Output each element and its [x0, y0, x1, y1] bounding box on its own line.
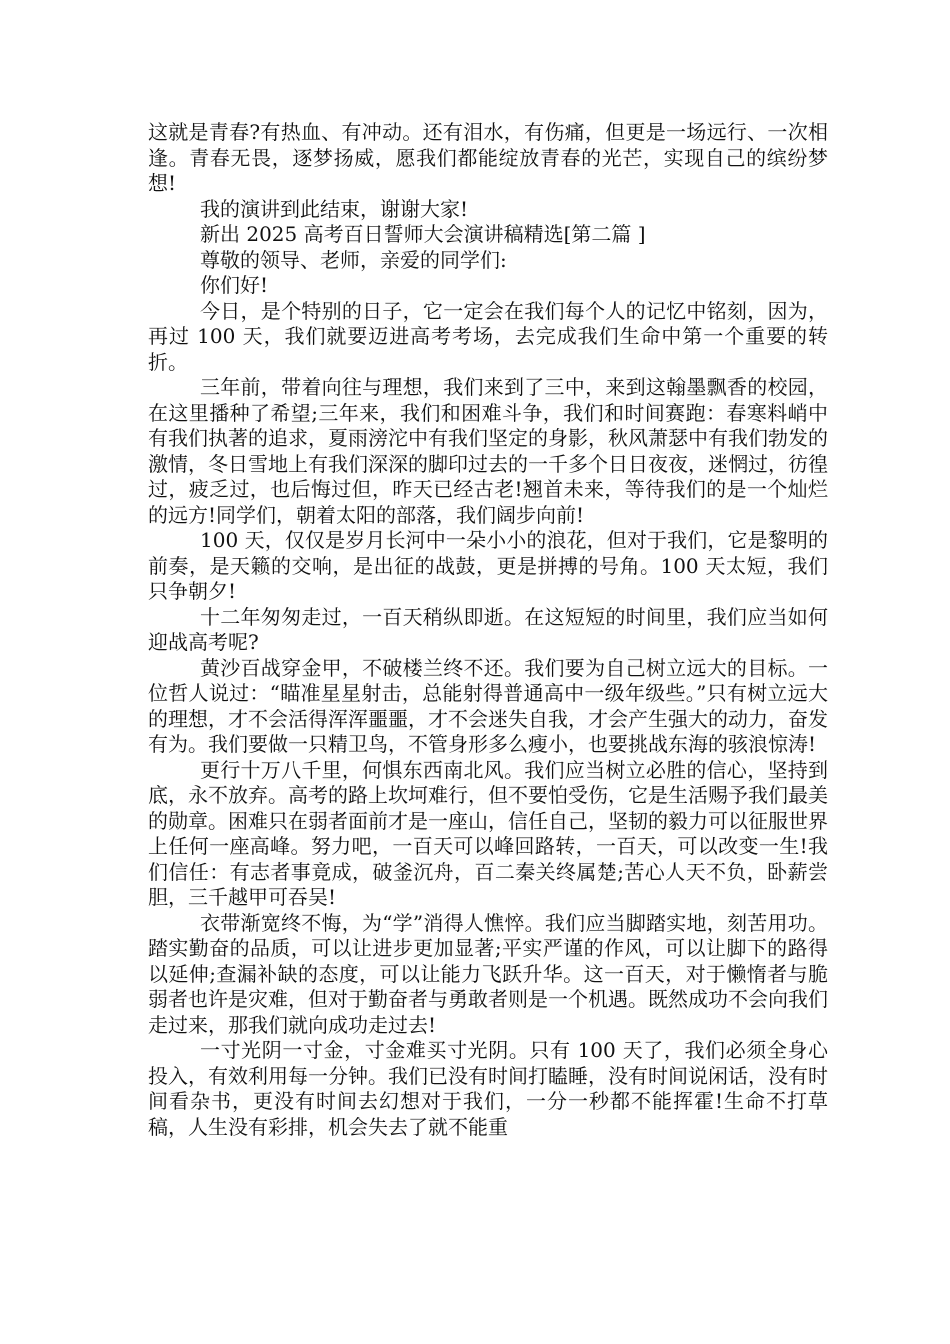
- paragraph-9: 十二年匆匆走过，一百天稍纵即逝。在这短短的时间里，我们应当如何迎战高考呢?: [148, 604, 828, 654]
- paragraph-13: 一寸光阴一寸金，寸金难买寸光阴。只有 100 天了，我们必须全身心投入，有效利用每一分钟。我们已没有时间打瞌睡，没有时间说闲话，没有时间看杂书，更没有时间去幻想对于我们，一分一秒都不能挥霍!生命不打草稿，人生没有彩排，机会失去了就不能重: [148, 1038, 828, 1139]
- paragraph-6: 今日，是个特别的日子，它一定会在我们每个人的记忆中铭刻，因为，再过 100 天，我们就要迈进高考考场，去完成我们生命中第一个重要的转折。: [148, 298, 828, 374]
- salutation: 尊敬的领导、老师，亲爱的同学们:: [200, 247, 507, 272]
- greeting: 你们好!: [200, 273, 269, 297]
- paragraph-11: 更行十万八千里，何惧东西南北风。我们应当树立必胜的信心，坚持到底，永不放弃。高考的路上坎坷难行，但不要怕受伤，它是生活赐予我们最美的勋章。困难只在弱者面前才是一座山，信任自己，坚韧的毅力可以征服世界上任何一座高峰。努力吧，一百天可以峰回路转，一百天，可以改变一生!我们信任：有志者事竟成，破釜沉舟，百二秦关终属楚;苦心人天不负，卧薪尝胆，三千越甲可吞吴!: [148, 757, 828, 909]
- paragraph-10: 黄沙百战穿金甲，不破楼兰终不还。我们要为自己树立远大的目标。一位哲人说过：“瞄准星星射击，总能射得普通高中一级年级些。”只有树立远大的理想，才不会活得浑浑噩噩，才不会迷失自我，才会产生强大的动力，奋发有为。我们要做一只精卫鸟，不管身形多么瘦小，也要挑战东海的骇浪惊涛!: [148, 655, 828, 756]
- paragraph-12: 衣带渐宽终不悔，为“学”消得人憔悴。我们应当脚踏实地，刻苦用功。踏实勤奋的品质，可以让进步更加显著;平实严谨的作风，可以让脚下的路得以延伸;查漏补缺的态度，可以让能力飞跃升华。这一百天，对于懒惰者与脆弱者也许是灾难，但对于勤奋者与勇敢者则是一个机遇。既然成功不会向我们走过来，那我们就向成功走过去!: [148, 910, 828, 1037]
- section-heading: 新出 2025 高考百日誓师大会演讲稿精选[第二篇 ]: [200, 222, 646, 246]
- document-page: [148, 120, 828, 1140]
- paragraph-7: 三年前，带着向往与理想，我们来到了三中，来到这翰墨飘香的校园，在这里播种了希望;三年来，我们和困难斗争，我们和时间赛跑：春寒料峭中有我们执著的追求，夏雨滂沱中有我们坚定的身影，秋风萧瑟中有我们勃发的激情，冬日雪地上有我们深深的脚印过去的一千多个日日夜夜，迷惘过，彷徨过，疲乏过，也后悔过但，昨天已经古老!翘首未来，等待我们的是一个灿烂的远方!同学们，朝着太阳的部落，我们阔步向前!: [148, 375, 828, 527]
- paragraph-1: 这就是青春?有热血、有冲动。还有泪水，有伤痛，但更是一场远行、一次相逢。青春无畏，逐梦扬威，愿我们都能绽放青春的光芒，实现自己的缤纷梦想!: [148, 120, 828, 195]
- paragraph-2: 我的演讲到此结束，谢谢大家!: [200, 196, 469, 221]
- paragraph-8: 100 天，仅仅是岁月长河中一朵小小的浪花，但对于我们，它是黎明的前奏，是天籁的交响，是出征的战鼓，更是拼搏的号角。100 天太短，我们只争朝夕!: [148, 528, 828, 603]
